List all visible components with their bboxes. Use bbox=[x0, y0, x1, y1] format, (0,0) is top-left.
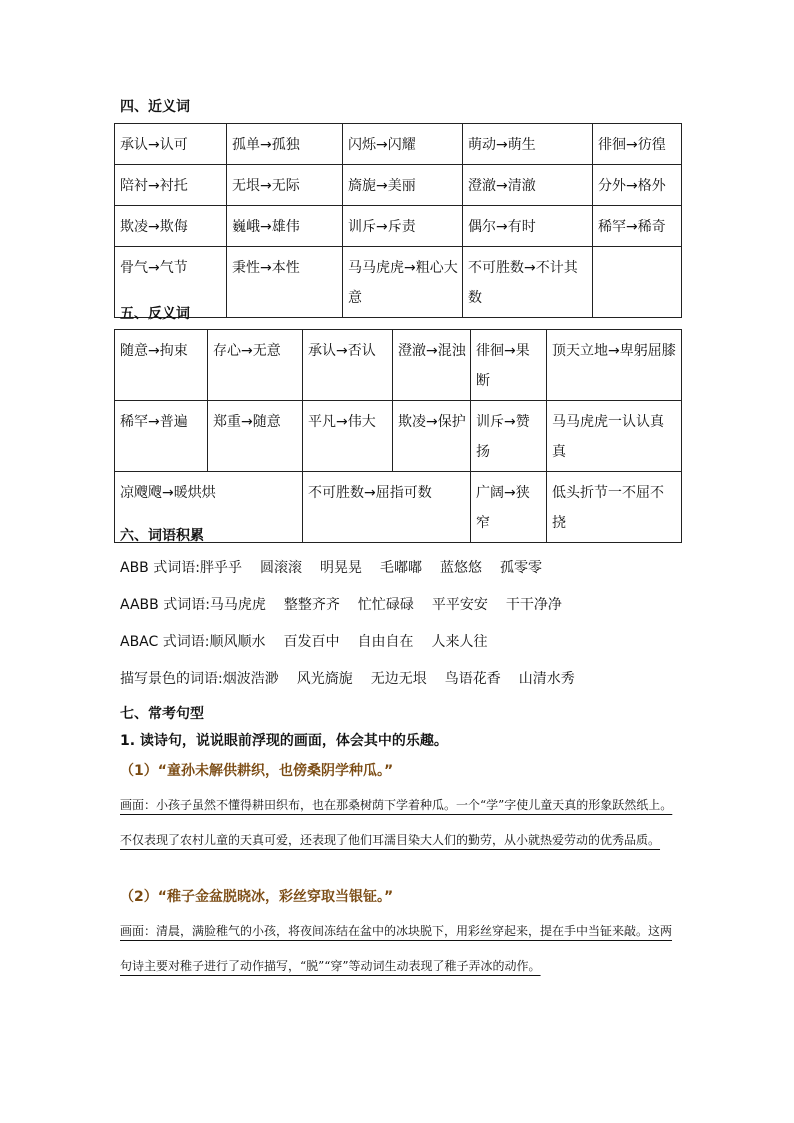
word: 无边无垠 bbox=[370, 671, 427, 687]
answer-1 bbox=[120, 788, 680, 858]
table-cell: 凉飕飕→暖烘烘 bbox=[115, 472, 303, 543]
section-title-antonyms: 五、反义词 bbox=[120, 306, 190, 322]
word-line-label: ABAC 式词语: bbox=[120, 634, 210, 650]
table-cell: 闪烁→闪耀 bbox=[343, 124, 463, 165]
table-cell: 随意→拘束 bbox=[115, 330, 208, 401]
word: 烟波浩渺 bbox=[222, 671, 279, 687]
word: 毛嘟嘟 bbox=[379, 560, 422, 576]
table-cell: 澄澈→清澈 bbox=[463, 165, 593, 206]
word: 山清水秀 bbox=[518, 671, 575, 687]
word: 顺风顺水 bbox=[209, 634, 266, 650]
word: 干干净净 bbox=[505, 597, 562, 613]
answer-2 bbox=[120, 914, 680, 984]
word-line-abb bbox=[120, 557, 560, 577]
table-cell: 陪衬→衬托 bbox=[115, 165, 227, 206]
table-cell: 马马虎虎→粗心大意 bbox=[343, 247, 463, 318]
word: 整整齐齐 bbox=[283, 597, 340, 613]
table-row bbox=[115, 330, 682, 401]
antonym-table bbox=[114, 329, 682, 543]
table-cell: 低头折节一不屈不挠 bbox=[547, 472, 682, 543]
table-cell: 广阔→狭窄 bbox=[471, 472, 547, 543]
answer-text: 画面：清晨，满脸稚气的小孩，将夜间冻结在盆中的冰块脱下，用彩丝穿起来，提在手中当钲来敲。这两句诗主要对稚子进行了动作描写，“脱”“穿”等动词生动表现了稚子弄冰的动作。 bbox=[120, 924, 673, 973]
table-cell: 不可胜数→不计其数 bbox=[463, 247, 593, 318]
word: 胖乎乎 bbox=[199, 560, 242, 576]
word: 明晃晃 bbox=[319, 560, 362, 576]
table-cell: 不可胜数→屈指可数 bbox=[303, 472, 471, 543]
section-title-sentence-patterns: 七、常考句型 bbox=[120, 706, 204, 722]
word-line-scenery bbox=[120, 668, 593, 688]
word-line-abac bbox=[120, 631, 505, 651]
table-cell: 承认→认可 bbox=[115, 124, 227, 165]
table-row bbox=[115, 165, 682, 206]
word: 孤零零 bbox=[499, 560, 542, 576]
section-title-word-accumulation: 六、词语积累 bbox=[120, 528, 204, 544]
answer-text: 画面：小孩子虽然不懂得耕田织布，也在那桑树荫下学着种瓜。一个“学”字使儿童天真的形象跃然纸上。不仅表现了农村儿童的天真可爱，还表现了他们耳濡目染大人们的勤劳，从小就热爱劳动的优秀品质。 bbox=[120, 798, 673, 847]
word: 圆滚滚 bbox=[259, 560, 302, 576]
word-line-aabb bbox=[120, 594, 580, 614]
poem-line-2: （2）“稚子金盆脱晓冰，彩丝穿取当银钲。” bbox=[120, 889, 394, 905]
word: 马马虎虎 bbox=[209, 597, 266, 613]
word: 自由自在 bbox=[357, 634, 414, 650]
poem-line-1: （1）“童孙未解供耕织，也傍桑阴学种瓜。” bbox=[120, 763, 394, 779]
table-cell: 欺凌→保护 bbox=[393, 401, 471, 472]
table-row bbox=[115, 401, 682, 472]
table-cell: 徘徊→彷徨 bbox=[593, 124, 682, 165]
table-cell: 无垠→无际 bbox=[227, 165, 343, 206]
table-cell: 分外→格外 bbox=[593, 165, 682, 206]
word: 人来人往 bbox=[431, 634, 488, 650]
word: 平平安安 bbox=[431, 597, 488, 613]
word: 百发百中 bbox=[283, 634, 340, 650]
table-cell: 顶天立地→卑躬屈膝 bbox=[547, 330, 682, 401]
table-cell: 旖旎→美丽 bbox=[343, 165, 463, 206]
table-cell: 孤单→孤独 bbox=[227, 124, 343, 165]
table-cell: 骨气→气节 bbox=[115, 247, 227, 318]
table-cell: 承认→否认 bbox=[303, 330, 393, 401]
table-cell: 偶尔→有时 bbox=[463, 206, 593, 247]
table-cell: 稀罕→普遍 bbox=[115, 401, 208, 472]
table-row bbox=[115, 206, 682, 247]
word: 鸟语花香 bbox=[444, 671, 501, 687]
word: 风光旖旎 bbox=[296, 671, 353, 687]
table-row bbox=[115, 124, 682, 165]
table-cell: 存心→无意 bbox=[208, 330, 303, 401]
table-cell: 巍峨→雄伟 bbox=[227, 206, 343, 247]
section-title-synonyms: 四、近义词 bbox=[120, 99, 190, 115]
table-cell: 澄澈→混浊 bbox=[393, 330, 471, 401]
table-cell: 萌动→萌生 bbox=[463, 124, 593, 165]
table-cell: 郑重→随意 bbox=[208, 401, 303, 472]
table-cell: 秉性→本性 bbox=[227, 247, 343, 318]
word-line-label: ABB 式词语: bbox=[120, 560, 200, 576]
table-cell: 徘徊→果断 bbox=[471, 330, 547, 401]
synonym-table bbox=[114, 123, 682, 318]
word-line-label: 描写景色的词语: bbox=[120, 671, 223, 687]
table-cell: 训斥→斥责 bbox=[343, 206, 463, 247]
table-cell: 训斥→赞扬 bbox=[471, 401, 547, 472]
word: 忙忙碌碌 bbox=[357, 597, 414, 613]
table-cell: 平凡→伟大 bbox=[303, 401, 393, 472]
word: 蓝悠悠 bbox=[439, 560, 482, 576]
table-cell: 稀罕→稀奇 bbox=[593, 206, 682, 247]
word-line-label: AABB 式词语: bbox=[120, 597, 210, 613]
table-cell: 马马虎虎一认认真真 bbox=[547, 401, 682, 472]
question-1: 1. 读诗句，说说眼前浮现的画面，体会其中的乐趣。 bbox=[120, 733, 448, 749]
table-cell bbox=[593, 247, 682, 318]
table-cell: 欺凌→欺侮 bbox=[115, 206, 227, 247]
table-row bbox=[115, 247, 682, 318]
